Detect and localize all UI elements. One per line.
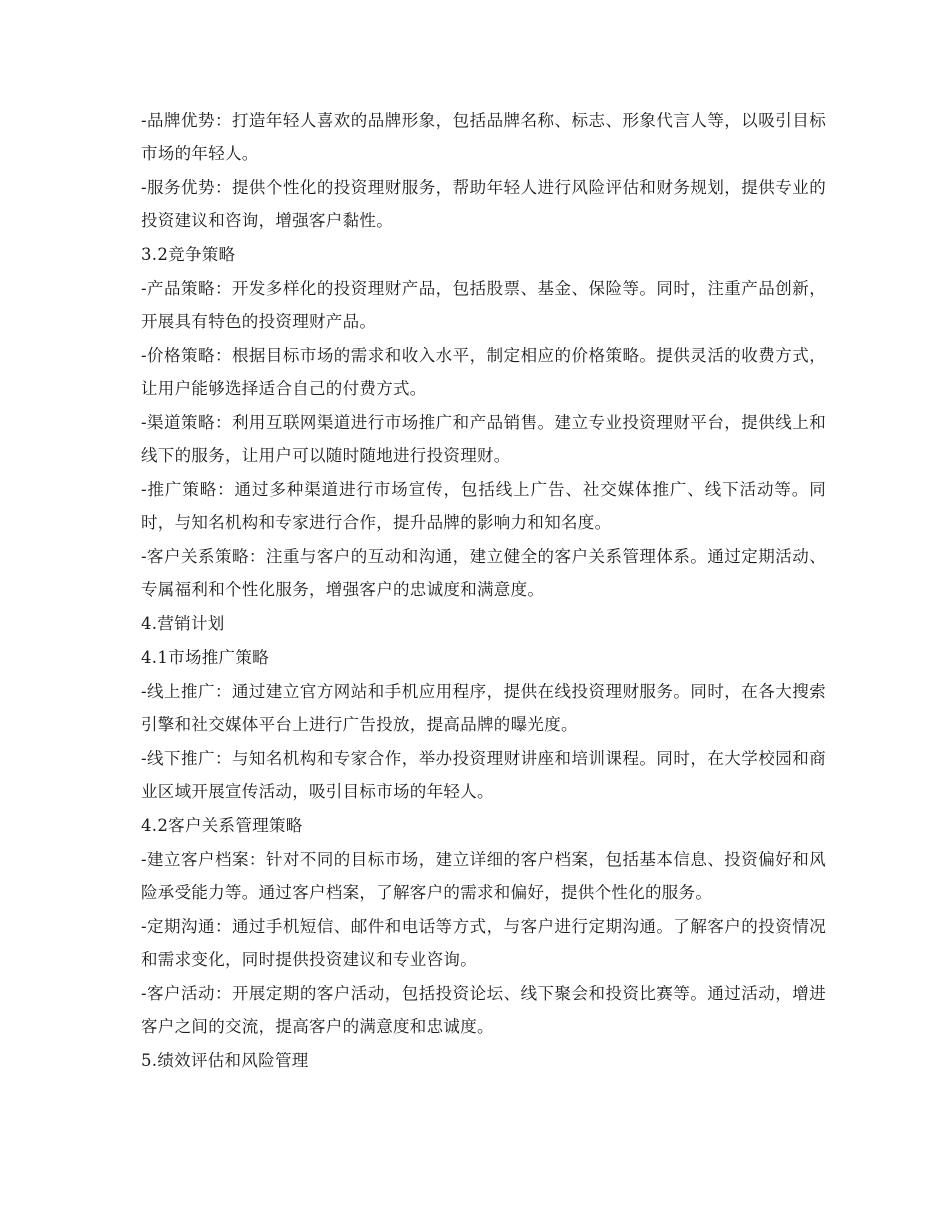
customer-profile-paragraph: -建立客户档案：针对不同的目标市场，建立详细的客户档案，包括基本信息、投资偏好和风险承受能力等。通过客户档案，了解客户的需求和偏好，提供个性化的服务。 [141,850,826,902]
promotion-strategy-paragraph: -推广策略：通过多种渠道进行市场宣传，包括线上广告、社交媒体推广、线下活动等。同时，与知名机构和专家进行合作，提升品牌的影响力和知名度。 [141,480,826,532]
customer-activity-paragraph: -客户活动：开展定期的客户活动，包括投资论坛、线下聚会和投资比赛等。通过活动，增进客户之间的交流，提高客户的满意度和忠诚度。 [141,984,826,1036]
section-heading-4: 4.营销计划 [141,614,225,633]
section-heading-4-1: 4.1市场推广策略 [141,648,269,667]
price-strategy-paragraph: -价格策略：根据目标市场的需求和收入水平，制定相应的价格策略。提供灵活的收费方式，让用户能够选择适合自己的付费方式。 [141,346,826,398]
regular-communication-paragraph: -定期沟通：通过手机短信、邮件和电话等方式，与客户进行定期沟通。了解客户的投资情况和需求变化，同时提供投资建议和专业咨询。 [141,917,826,969]
customer-relation-strategy-paragraph: -客户关系策略：注重与客户的互动和沟通，建立健全的客户关系管理体系。通过定期活动、专属福利和个性化服务，增强客户的忠诚度和满意度。 [141,547,826,599]
offline-promotion-paragraph: -线下推广：与知名机构和专家合作，举办投资理财讲座和培训课程。同时，在大学校园和商业区域开展宣传活动，吸引目标市场的年轻人。 [141,749,826,801]
brand-advantage-paragraph: -品牌优势：打造年轻人喜欢的品牌形象，包括品牌名称、标志、形象代言人等，以吸引目标市场的年轻人。 [141,111,826,163]
product-strategy-paragraph: -产品策略：开发多样化的投资理财产品，包括股票、基金、保险等。同时，注重产品创新，开展具有特色的投资理财产品。 [141,279,826,331]
section-heading-4-2: 4.2客户关系管理策略 [141,816,303,835]
section-heading-5: 5.绩效评估和风险管理 [141,1051,309,1070]
channel-strategy-paragraph: -渠道策略：利用互联网渠道进行市场推广和产品销售。建立专业投资理财平台，提供线上和线下的服务，让用户可以随时随地进行投资理财。 [141,413,826,465]
online-promotion-paragraph: -线上推广：通过建立官方网站和手机应用程序，提供在线投资理财服务。同时，在各大搜索引擎和社交媒体平台上进行广告投放，提高品牌的曝光度。 [141,682,826,734]
service-advantage-paragraph: -服务优势：提供个性化的投资理财服务，帮助年轻人进行风险评估和财务规划，提供专业的投资建议和咨询，增强客户黏性。 [141,178,826,230]
section-heading-3-2: 3.2竞争策略 [141,245,236,264]
